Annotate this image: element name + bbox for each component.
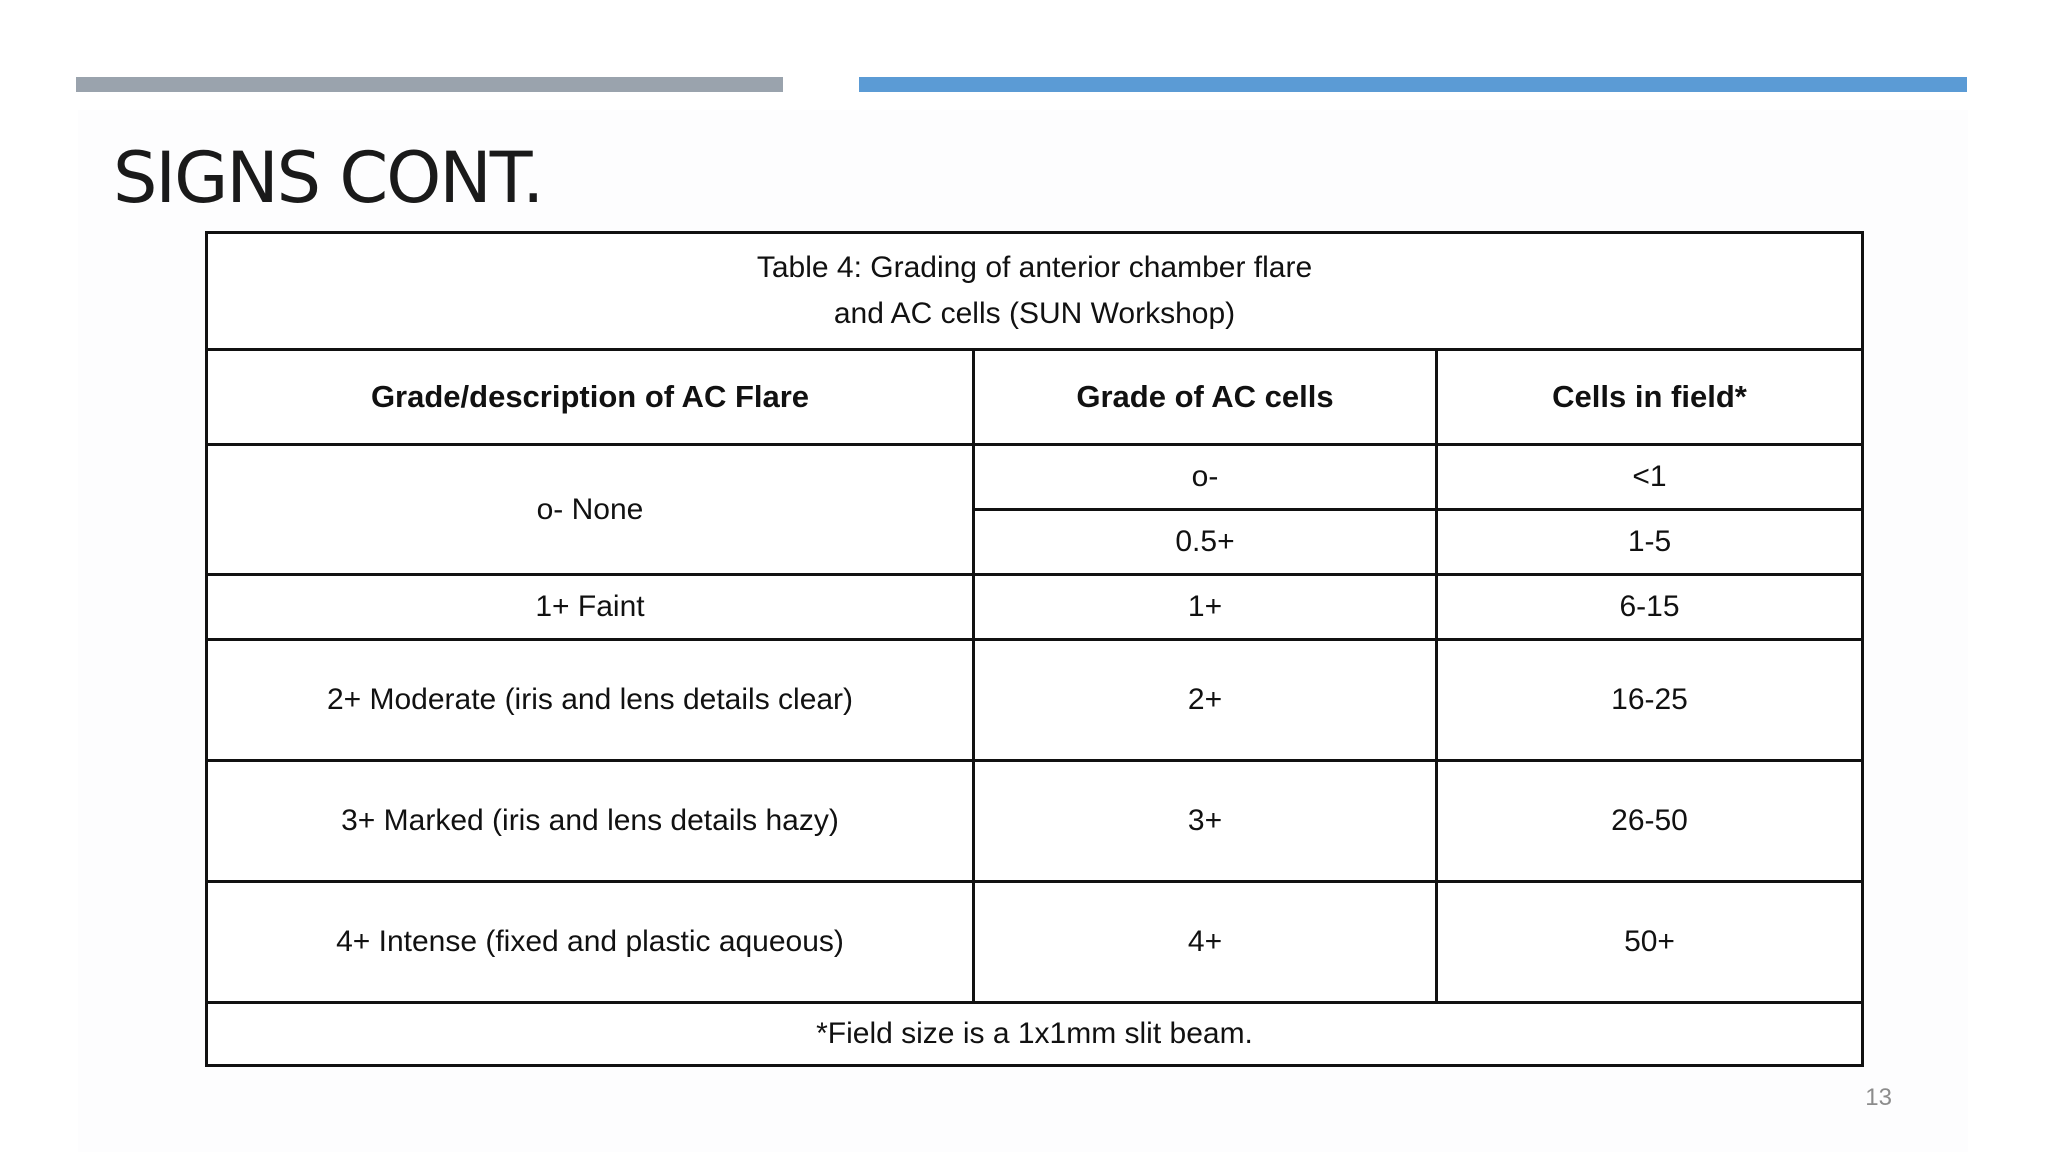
table-row bbox=[207, 575, 1863, 640]
ac-cell-grade-cell: o- bbox=[974, 445, 1437, 510]
flare-grade-cell: 4+ Intense (fixed and plastic aqueous) bbox=[207, 882, 974, 1003]
header-accent-bar-blue bbox=[859, 77, 1967, 92]
ac-cell-grade-cell: 4+ bbox=[974, 882, 1437, 1003]
ac-cell-grade-cell: 2+ bbox=[974, 640, 1437, 761]
table-caption-line-1: Table 4: Grading of anterior chamber flare bbox=[756, 251, 1313, 284]
slide-title: SIGNS CONT. bbox=[113, 137, 543, 219]
cells-in-field-cell: <1 bbox=[1437, 445, 1863, 510]
table-row bbox=[207, 640, 1863, 761]
cells-in-field-cell: 26-50 bbox=[1437, 761, 1863, 882]
table-footnote: *Field size is a 1x1mm slit beam. bbox=[207, 1003, 1863, 1066]
table-caption-row bbox=[207, 233, 1863, 350]
column-header-cells-in-field: Cells in field* bbox=[1437, 350, 1863, 445]
cells-in-field-cell: 16-25 bbox=[1437, 640, 1863, 761]
flare-grade-cell: o- None bbox=[207, 445, 974, 575]
table-caption bbox=[207, 233, 1863, 350]
page-number: 13 bbox=[1865, 1084, 1892, 1111]
ac-cell-grade-cell: 0.5+ bbox=[974, 510, 1437, 575]
table-row bbox=[207, 761, 1863, 882]
cells-in-field-cell: 1-5 bbox=[1437, 510, 1863, 575]
column-header-ac-cells: Grade of AC cells bbox=[974, 350, 1437, 445]
flare-grade-cell: 3+ Marked (iris and lens details hazy) bbox=[207, 761, 974, 882]
cells-in-field-cell: 50+ bbox=[1437, 882, 1863, 1003]
header-accent-bar-gray bbox=[76, 77, 783, 92]
ac-cell-grade-cell: 3+ bbox=[974, 761, 1437, 882]
table-row bbox=[207, 882, 1863, 1003]
flare-grade-cell: 2+ Moderate (iris and lens details clear) bbox=[207, 640, 974, 761]
flare-grade-cell: 1+ Faint bbox=[207, 575, 974, 640]
column-header-flare: Grade/description of AC Flare bbox=[207, 350, 974, 445]
cells-in-field-cell: 6-15 bbox=[1437, 575, 1863, 640]
table-caption-line-2: and AC cells (SUN Workshop) bbox=[833, 297, 1236, 330]
table-footnote-row bbox=[207, 1003, 1863, 1066]
table-row bbox=[207, 445, 1863, 510]
table-header-row bbox=[207, 350, 1863, 445]
ac-cell-grade-cell: 1+ bbox=[974, 575, 1437, 640]
grading-table bbox=[205, 231, 1864, 1067]
